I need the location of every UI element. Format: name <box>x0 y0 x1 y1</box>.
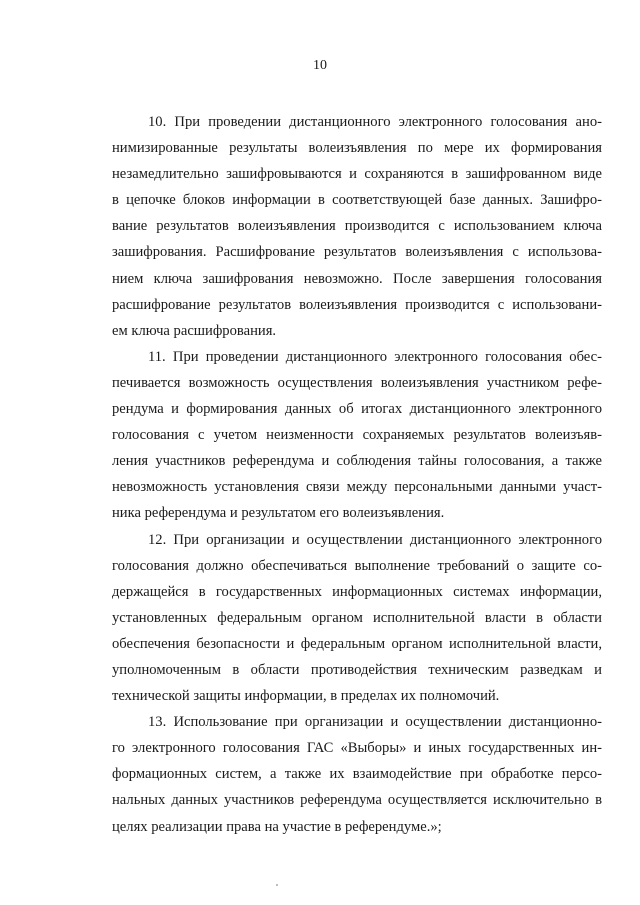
document-body <box>112 109 602 840</box>
text-line: ления участников референдума и соблюдения тайны голосования, а также <box>112 453 602 470</box>
text-line: голосования должно обеспечиваться выполнение требований о защите со- <box>112 557 602 574</box>
text-line: уполномоченным в области противодействия техническим разведкам и <box>112 661 602 678</box>
text-line: 10. При проведении дистанционного электронного голосования ано- <box>148 114 602 130</box>
text-line: ем ключа расшифрования. <box>112 322 277 339</box>
text-line: технической защиты информации, в пределах их полномочий. <box>112 688 500 705</box>
text-line: расшифрование результатов волеизъявления производится с использовани- <box>112 296 602 313</box>
paragraph-10 <box>112 109 602 344</box>
text-line: нимизированные результаты волеизъявления по мере их формирования <box>112 140 602 157</box>
text-line: го электронного голосования ГАС «Выборы» и иных государственных ин- <box>112 740 602 757</box>
scan-artifact-dot <box>276 884 278 886</box>
text-line: зашифрования. Расшифрование результатов волеизъявления с использова- <box>112 244 602 261</box>
text-line: нальных данных участников референдума осуществляется исключительно в <box>112 792 602 809</box>
text-line: вание результатов волеизъявления производится с использованием ключа <box>112 218 602 235</box>
text-line: целях реализации права на участие в референдуме.»; <box>112 818 442 835</box>
text-line: держащейся в государственных информационных системах информации, <box>112 583 602 600</box>
text-line: голосования с учетом неизменности сохраняемых результатов волеизъяв- <box>112 427 602 444</box>
page-number: 10 <box>313 58 327 73</box>
text-line: обеспечения безопасности и федеральным органом исполнительной власти, <box>112 635 602 652</box>
text-line: печивается возможность осуществления волеизъявления участником рефе- <box>112 374 602 391</box>
text-line: формационных систем, а также их взаимодействие при обработке персо- <box>112 766 602 783</box>
text-line: невозможность установления связи между персональными данными участ- <box>112 479 602 496</box>
text-line: незамедлительно зашифровываются и сохраняются в зашифрованном виде <box>112 166 602 183</box>
text-line: в цепочке блоков информации в соответствующей базе данных. Зашифро- <box>112 192 602 209</box>
text-line: нием ключа зашифрования невозможно. После завершения голосования <box>112 270 602 287</box>
text-line: ника референдума и результатом его волеизъявления. <box>112 505 445 522</box>
paragraph-12 <box>112 527 602 710</box>
text-line: 12. При организации и осуществлении дистанционного электронного <box>148 531 602 548</box>
paragraph-11 <box>112 344 602 527</box>
text-line: 11. При проведении дистанционного электронного голосования обес- <box>148 348 602 365</box>
text-line: 13. Использование при организации и осуществлении дистанционно- <box>148 714 602 731</box>
paragraph-13 <box>112 709 602 839</box>
text-line: установленных федеральным органом исполнительной власти в области <box>112 609 602 626</box>
text-line: рендума и формирования данных об итогах дистанционного электронного <box>112 401 602 418</box>
